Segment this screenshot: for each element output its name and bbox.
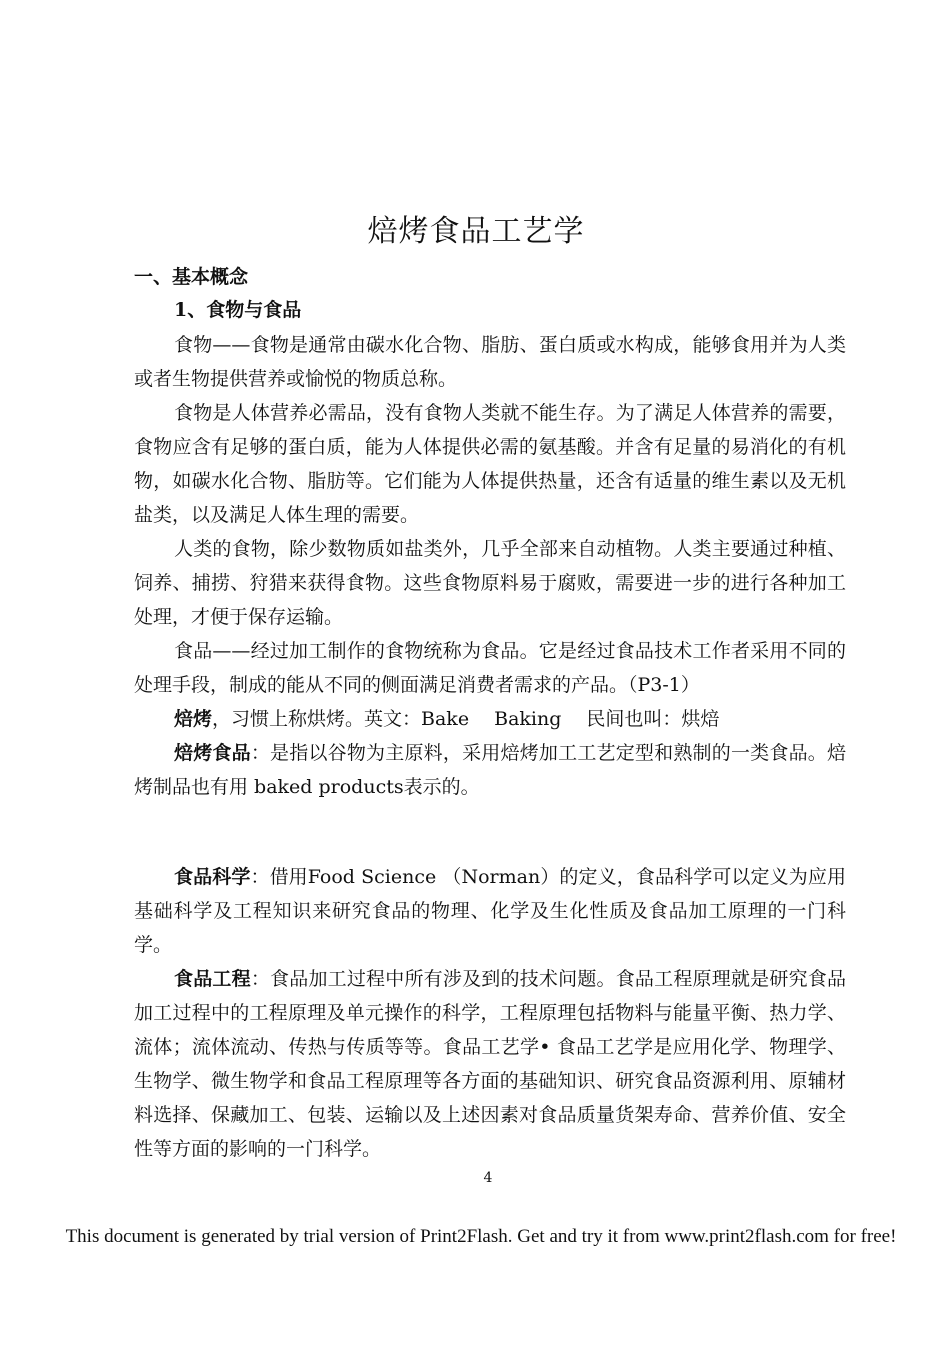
paragraph-nutrition [134, 396, 846, 532]
term-label: 食品科学 [174, 866, 251, 888]
paragraph-food-engineering [134, 962, 846, 1166]
page-number: 4 [483, 1170, 493, 1186]
term-label: 焙烤食品 [174, 742, 251, 764]
term-label: 焙烤 [174, 708, 213, 730]
paragraph-foodstuff-definition [134, 634, 846, 702]
paragraph-text: ：是指以谷物为主原料，采用焙烤加工工艺定型和熟制的一类食品。焙烤制品也有用 baked products表示的。 [134, 742, 846, 798]
paragraph-text: ，习惯上称烘烤。英文：Bake Baking 民间也叫：烘焙 [212, 708, 720, 730]
paragraph-baked-foods [134, 736, 846, 804]
paragraph-food-definition [134, 328, 846, 396]
term-label: 食品工程 [174, 968, 251, 990]
paragraph-text: 食物——食物是通常由碳水化合物、脂肪、蛋白质或水构成，能够食用并为人类或者生物提供营养或愉悦的物质总称。 [134, 334, 846, 390]
paragraph-food-sources [134, 532, 846, 634]
paragraph-text: 食品——经过加工制作的食物统称为食品。它是经过食品技术工作者采用不同的处理手段，制成的能从不同的侧面满足消费者需求的产品。（P3-1） [134, 640, 846, 696]
paragraph-text: 人类的食物，除少数物质如盐类外，几乎全部来自动植物。人类主要通过种植、饲养、捕捞、狩猎来获得食物。这些食物原料易于腐败，需要进一步的进行各种加工处理，才便于保存运输。 [134, 538, 846, 628]
trial-footer-notice: This document is generated by trial version of Print2Flash. Get and try it from www.print2flash.com for free! [65, 1226, 897, 1247]
document-title: 焙烤食品工艺学 [367, 214, 585, 249]
subsection-heading: 1、食物与食品 [174, 299, 302, 321]
paragraph-baking-term [134, 702, 846, 736]
paragraph-text: ：食品加工过程中所有涉及到的技术问题。食品工程原理就是研究食品加工过程中的工程原理及单元操作的科学，工程原理包括物料与能量平衡、热力学、流体；流体流动、传热与传质等等。食品工艺学• 食品工艺学是应用化学、物理学、生物学、微生物学和食品工程原理等各方面的基础知识、研究食品资源利用、原辅材料选择、保藏加工、包装、运输以及上述因素对食品质量货架寿命、营养价值、安全性等方面的影响的一门科学。 [134, 968, 846, 1160]
paragraph-text: 食物是人体营养必需品，没有食物人类就不能生存。为了满足人体营养的需要，食物应含有足够的蛋白质，能为人体提供必需的氨基酸。并含有足量的易消化的有机物，如碳水化合物、脂肪等。它们能为人体提供热量，还含有适量的维生素以及无机盐类，以及满足人体生理的需要。 [134, 402, 846, 526]
section-heading: 一、基本概念 [134, 266, 249, 288]
paragraph-text: ：借用Food Science （Norman）的定义，食品科学可以定义为应用基础科学及工程知识来研究食品的物理、化学及生化性质及食品加工原理的一门科学。 [134, 866, 846, 956]
paragraph-food-science [134, 860, 846, 962]
